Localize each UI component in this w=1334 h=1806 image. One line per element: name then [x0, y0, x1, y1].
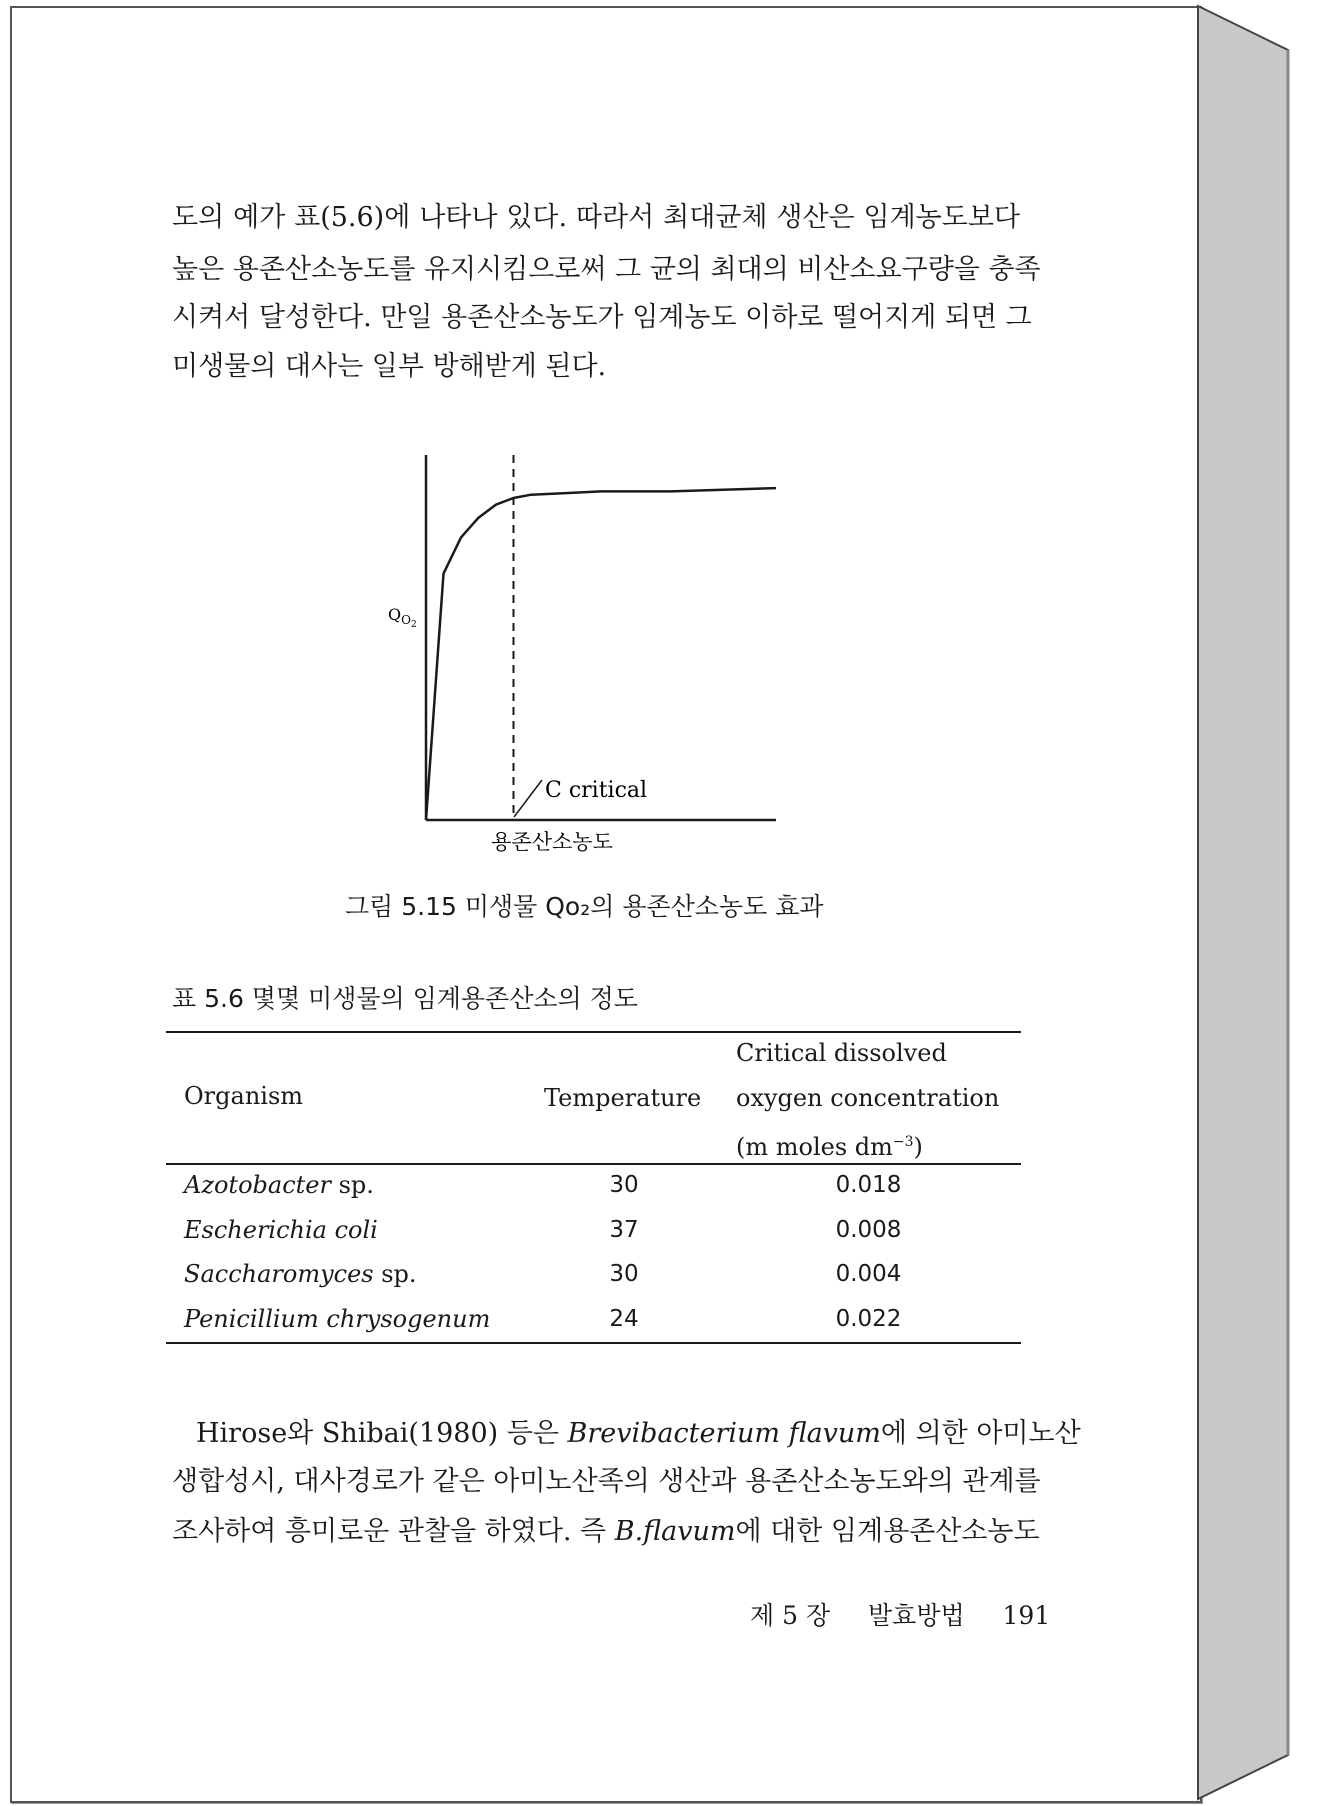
page-number: 191	[1002, 1601, 1051, 1630]
table-title: 표 5.6 몇몇 미생물의 임계용존산소의 정도	[172, 984, 638, 1013]
paragraph2-line3: 조사하여 흥미로운 관찰을 하였다. 즉 B.flavum에 대한 임계용존산소농도	[172, 1516, 1040, 1547]
paragraph1-line1: 도의 예가 표(5.6)에 나타나 있다. 따라서 최대균체 생산은 임계농도보다	[172, 202, 1020, 233]
header-critical-line1: Critical dissolved	[736, 1039, 947, 1067]
header-critical-line3: (m moles $dm^{-3}$)	[736, 1133, 923, 1161]
table-row-temperature: 37	[609, 1217, 639, 1243]
table-row-organism: Escherichia coli	[184, 1216, 378, 1244]
table-row-concentration: 0.022	[835, 1306, 902, 1332]
header-organism: Organism	[184, 1082, 304, 1110]
footer-section: 발효방법	[868, 1601, 965, 1630]
paragraph1-line2: 높은 용존산소농도를 유지시킴으로써 그 균의 최대의 비산소요구량을 충족	[172, 254, 1041, 285]
page-footer	[750, 1596, 1050, 1632]
qo2-curve	[426, 488, 776, 820]
table-row-organism: Penicillium chrysogenum	[184, 1305, 491, 1333]
table-row-concentration: 0.008	[835, 1217, 902, 1243]
footer-chapter: 제 5 장	[750, 1601, 831, 1630]
figure-qo2-chart	[380, 445, 800, 865]
critical-label: C critical	[545, 778, 648, 803]
table-row-concentration: 0.018	[835, 1172, 902, 1198]
table-row-temperature: 30	[609, 1172, 639, 1198]
y-axis-label: $Q_O2$	[388, 605, 417, 630]
x-axis-label: 용존산소농도	[491, 830, 613, 854]
table-bottom-rule	[166, 1342, 1021, 1344]
paragraph1-line4: 미생물의 대사는 일부 방해받게 된다.	[172, 351, 607, 382]
critical-pointer	[514, 780, 542, 817]
table-row-organism: Saccharomyces sp.	[184, 1260, 417, 1288]
table-row-temperature: 30	[609, 1261, 639, 1287]
figure-caption: 그림 5.15 미생물 Qo₂의 용존산소농도 효과	[345, 892, 824, 921]
header-critical-line2: oxygen concentration	[736, 1084, 1000, 1112]
paragraph2-line2: 생합성시, 대사경로가 같은 아미노산족의 생산과 용존산소농도와의 관계를	[172, 1466, 1041, 1497]
table-row-organism: Azotobacter sp.	[184, 1171, 374, 1199]
paragraph2-line1: Hirose와 Shibai(1980) 등은 Brevibacterium flavum에 의한 아미노산	[196, 1418, 1081, 1449]
header-temperature: Temperature	[544, 1084, 702, 1112]
paragraph1-line3: 시켜서 달성한다. 만일 용존산소농도가 임계농도 이하로 떨어지게 되면 그	[172, 302, 1032, 333]
table-row-temperature: 24	[609, 1306, 639, 1332]
table-row-concentration: 0.004	[835, 1261, 902, 1287]
